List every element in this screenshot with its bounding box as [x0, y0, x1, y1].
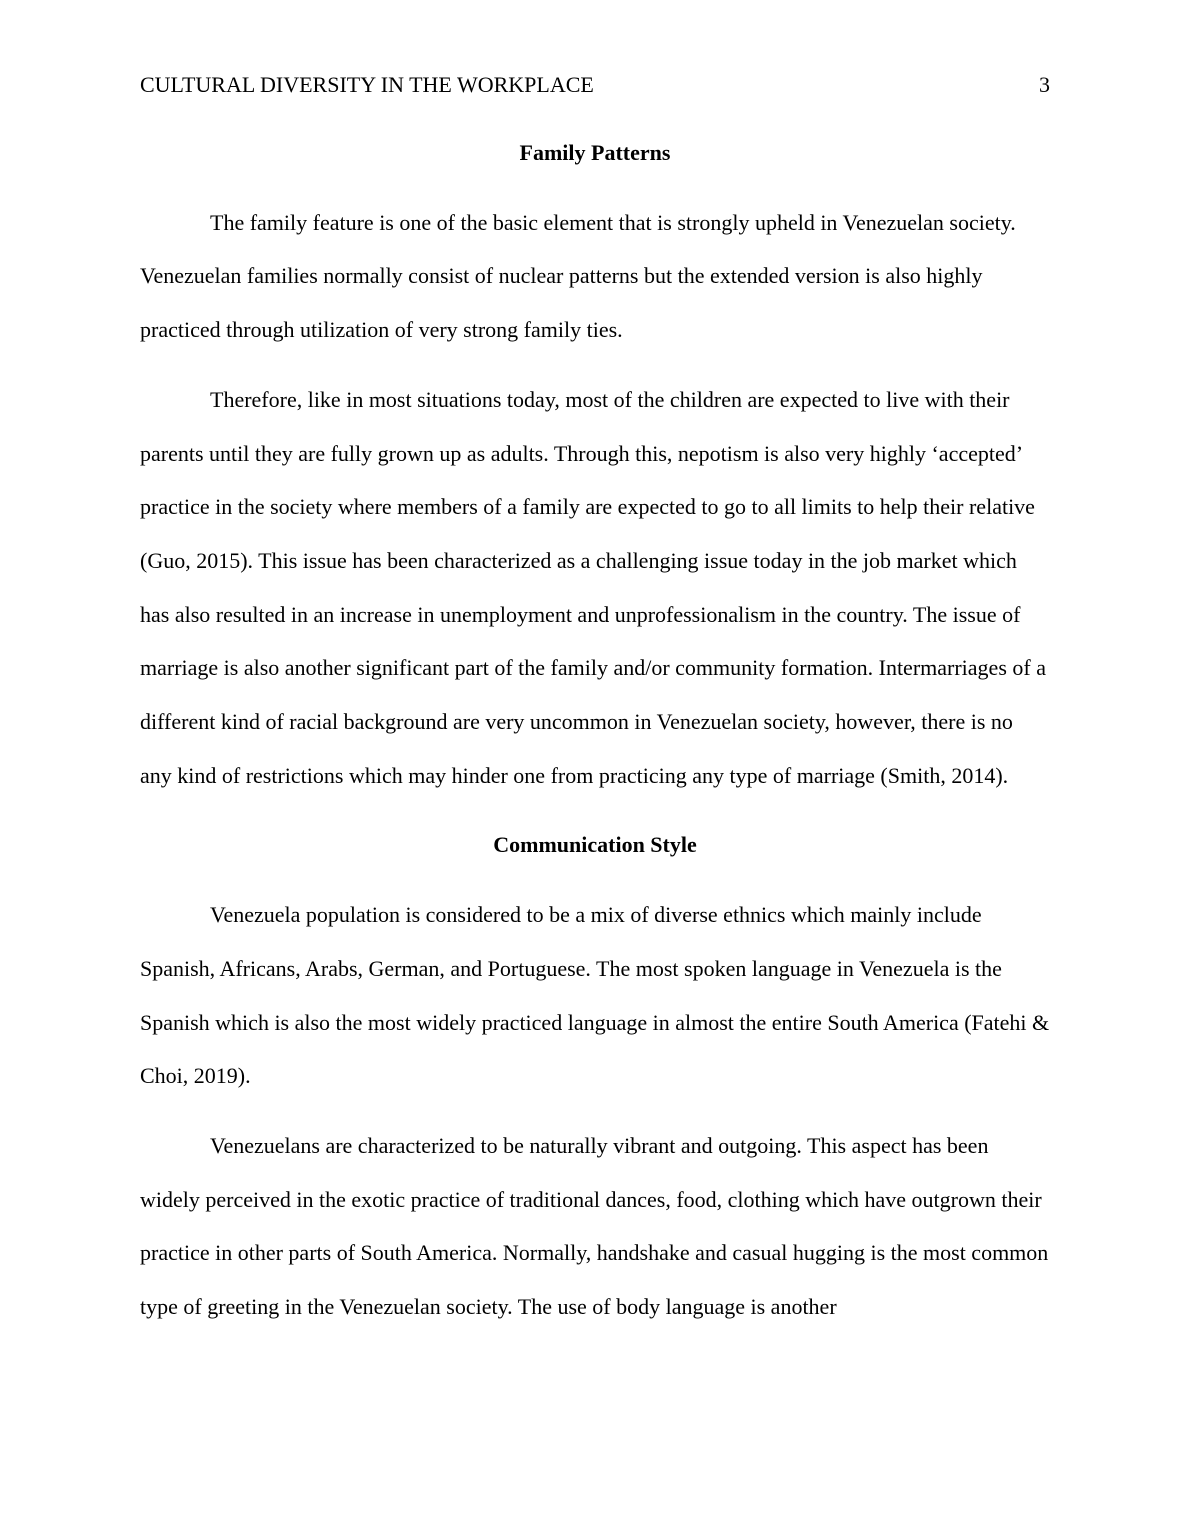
paragraph-communication-1: Venezuela population is considered to be a mix of diverse ethnics which mainly include Spanish, Africans, Arabs, German, and Portuguese. The most spoken language in Venezuela is the Spanish which is also the most widely practiced language in almost the entire South America (Fatehi & Choi, 2019).	[140, 902, 1050, 1089]
document-body	[140, 126, 1050, 1350]
paragraph-communication-2: Venezuelans are characterized to be naturally vibrant and outgoing. This aspect has been widely perceived in the exotic practice of traditional dances, food, clothing which have outgrown their practice in other parts of South America. Normally, handshake and casual hugging is the most common type of greeting in the Venezuelan society. The use of body language is another	[140, 1132, 1049, 1320]
page-number: 3	[1039, 72, 1050, 97]
paragraph-family-2: Therefore, like in most situations today, most of the children are expected to live with their parents until they are fully grown up as adults. Through this, nepotism is also very highly ‘accepted’ practice in the society where members of a family are expected to go to all limits to help their relative (Guo, 2015). This issue has been characterized as a challenging issue today in the job market which has also resulted in an increase in unemployment and unprofessionalism in the country. The issue of marriage is also another significant part of the family and/or community formation. Intermarriages of a different kind of racial background are very uncommon in Venezuelan society, however, there is no any kind of restrictions which may hinder one from practicing any type of marriage (Smith, 2014).	[140, 386, 1046, 788]
running-head-title: CULTURAL DIVERSITY IN THE WORKPLACE	[140, 72, 594, 97]
running-head	[140, 70, 1050, 100]
section-heading-communication-style: Communication Style	[493, 832, 697, 858]
section-heading-family-patterns: Family Patterns	[519, 140, 671, 165]
paragraph-family-1: The family feature is one of the basic element that is strongly upheld in Venezuelan society. Venezuelan families normally consist of nuclear patterns but the extended version is also highly practiced through utilization of very strong family ties.	[140, 209, 1016, 343]
